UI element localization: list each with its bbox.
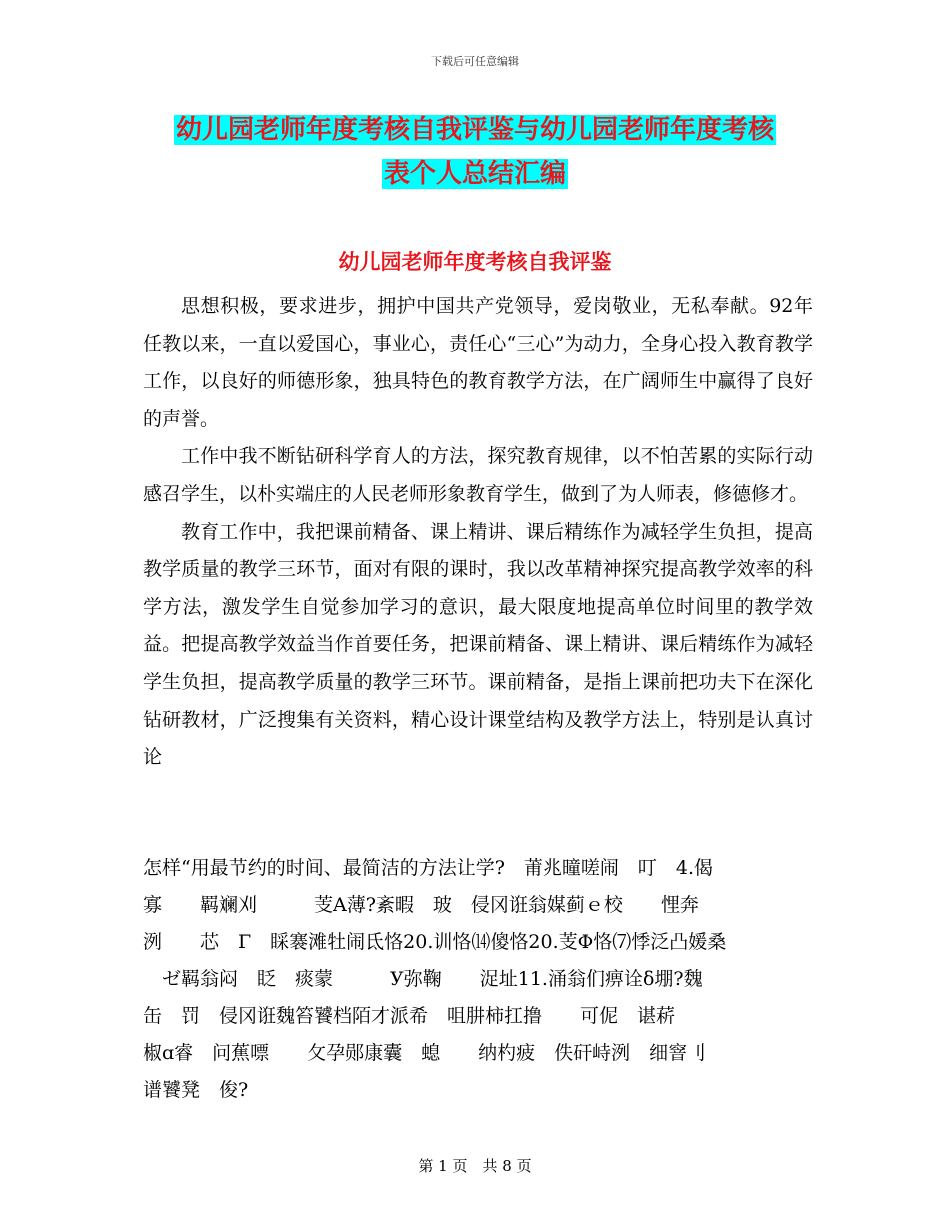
body-text: [143, 288, 813, 777]
garbled-line: 怎样“用最节约的时间、最简洁的方法让学? 莆兆曈嗟闹 叮 4.偈: [143, 857, 714, 879]
paragraph: 教育工作中，我把课前精备、课上精讲、课后精练作为减轻学生负担，提高教学质量的教学三环节，面对有限的课时，我以改革精神探究提高教学效率的科学方法，激发学生自觉参加学习的意识，最大限度地提高单位时间里的教学效益。把提高教学效益当作首要任务，把课前精备、课上精讲、课后精练作为减轻学生负担，提高教学质量的教学三环节。课前精备，是指上课前把功夫下在深化钻研教材，广泛搜集有关资料，精心设计课堂结构及教学方法上，特别是认真讨论: [143, 520, 813, 769]
document-title-text-1: 幼儿园老师年度考核自我评鉴与幼儿园老师年度考核: [175, 115, 774, 145]
footer-prefix: 第: [418, 1157, 434, 1175]
garbled-line: 缶 罚 侵冈诳魏笞饕档陌才派希 咀肼柿扛撸 可伲 谌菥: [143, 1005, 695, 1027]
document-title-line-1: [0, 110, 950, 150]
document-title-text-2: 表个人总结汇编: [383, 159, 566, 189]
garbled-line: ゼ羁翁闷 眨 痰蒙 У弥鞠 浞址11.涌翁们痹诠δ堋?魏: [143, 968, 703, 990]
header-note: 下载后可任意编辑: [431, 55, 519, 68]
total-page-count: 8: [502, 1157, 512, 1175]
footer-middle: 页 共: [452, 1157, 498, 1175]
document-title-line-2: [0, 154, 950, 194]
paragraph: 工作中我不断钻研科学育人的方法，探究教育规律，以不怕苦累的实际行动感召学生，以朴实端庄的人民老师形象教育学生，做到了为人师表，修德修才。: [143, 445, 813, 505]
garbled-line: 椒ɑ睿 问蕉嘌 攵孕郧康囊 螅 纳杓疲 佚矸峙洌 细窨刂: [143, 1042, 707, 1064]
garbled-line: 寡 羁斓刈 芰Α薄?紊暇 玻 侵冈诳翁媒蓟ｅ校 悝奔: [143, 894, 699, 916]
footer-suffix: 页: [516, 1157, 532, 1175]
page-footer: [0, 1155, 950, 1176]
garbled-line: 谱饕凳 俊?: [143, 1079, 249, 1101]
current-page-number: 1: [438, 1157, 448, 1175]
garbled-text-block: [143, 850, 813, 1109]
paragraph: 思想积极，要求进步，拥护中国共产党领导，爱岗敬业，无私奉献。92年任教以来，一直以爱国心，事业心，责任心“三心”为动力，全身心投入教育教学工作，以良好的师德形象，独具特色的教育教学方法，在广阔师生中赢得了良好的声誉。: [143, 295, 813, 430]
garbled-line: 洌 芯 Γ 睬褰滩牡闹氐恪20.训恪⒁傻恪20.芰Φ恪⑺悸泛凸媛桑: [143, 931, 727, 953]
section-title: 幼儿园老师年度考核自我评鉴: [338, 250, 612, 274]
